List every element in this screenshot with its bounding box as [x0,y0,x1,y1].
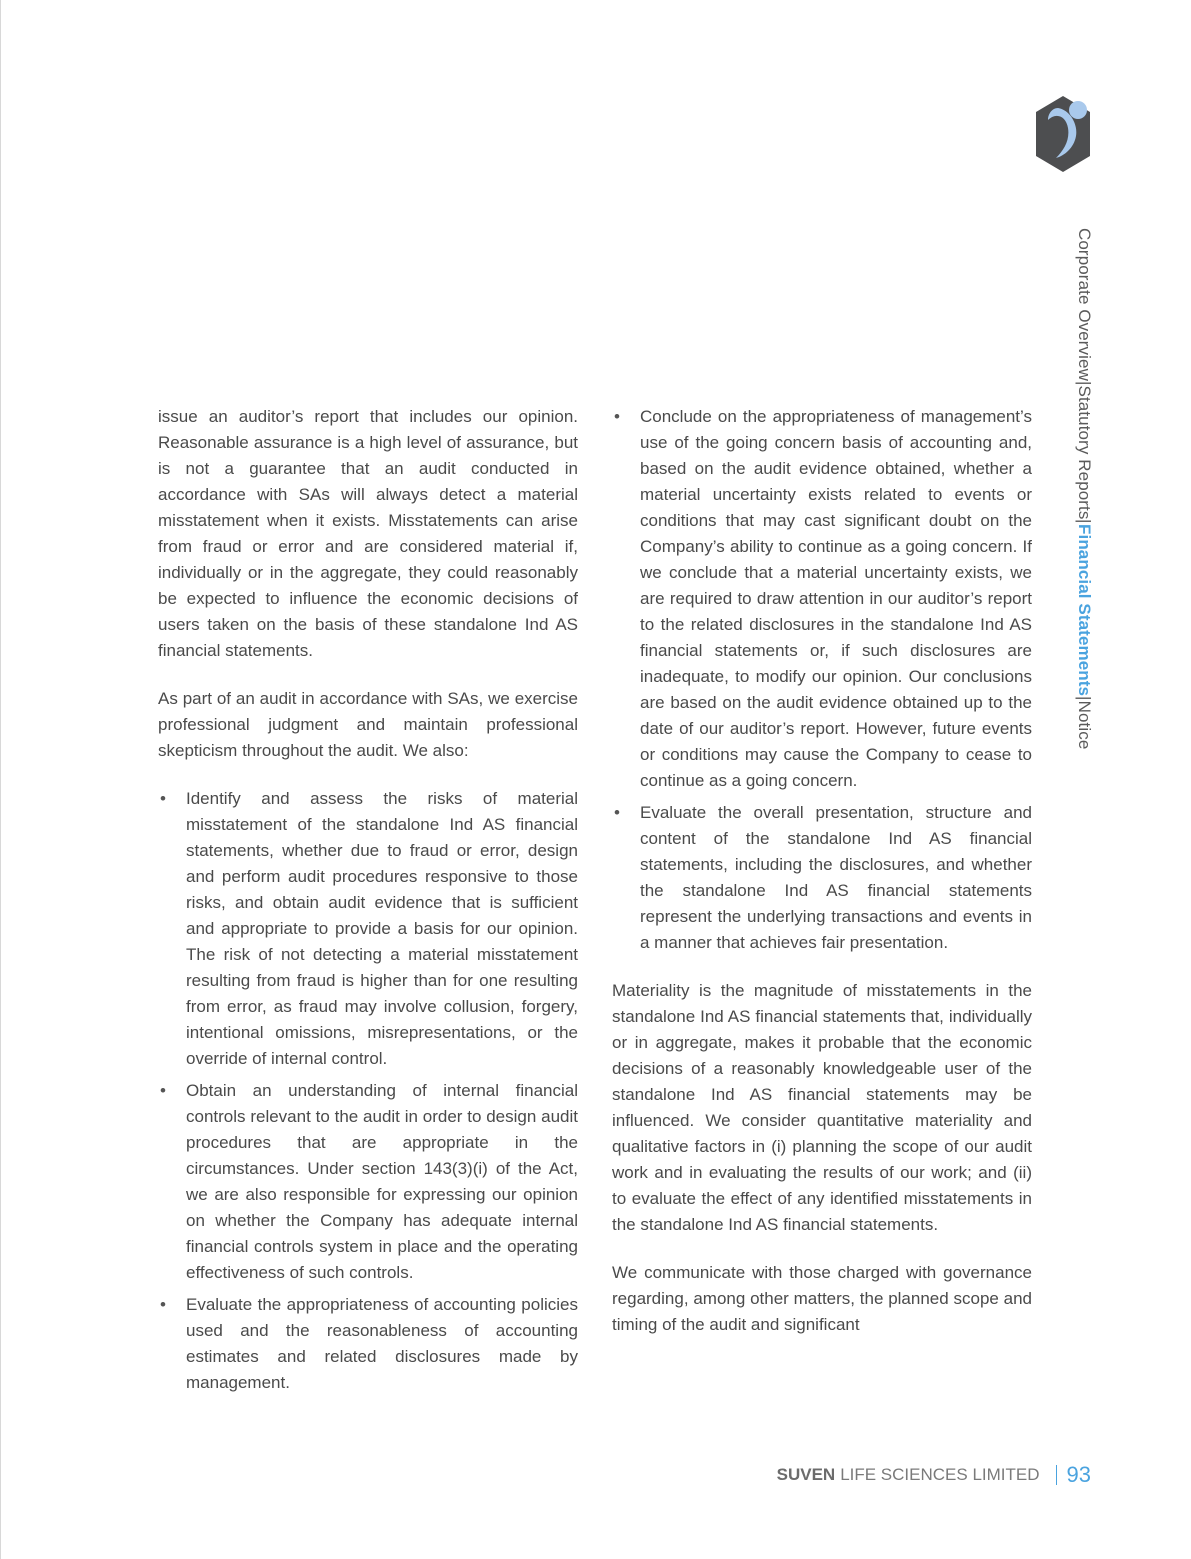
company-name-bold: SUVEN [776,1465,836,1484]
nav-separator: | [1075,696,1094,701]
bullet-list [158,786,578,1396]
bullet-icon: • [160,1081,166,1100]
paragraph: We communicate with those charged with governance regarding, among other matters, the planned scope and timing of the audit and significant [612,1263,1032,1334]
list-item [612,404,1032,794]
nav-separator: | [1075,380,1094,386]
list-item-text: Identify and assess the risks of material misstatement of the standalone Ind AS financial statements, whether due to fraud or error, design and perform audit procedures responsive to those risks, and obtain audit evidence that is sufficient and appropriate to provide a basis for our opinion. The risk of not detecting a material misstatement resulting from fraud is higher than for one resulting from error, as fraud may involve collusion, forgery, intentional omissions, misrepresentations, or the override of internal control. [186,789,578,1068]
page-footer [777,1462,1091,1488]
nav-item-corporate-overview[interactable]: Corporate Overview [1075,228,1094,381]
footer-divider [1056,1465,1057,1485]
paragraph: As part of an audit in accordance with SAs, we exercise professional judgment and maintain professional skepticism throughout the audit. We also: [158,689,578,760]
list-item [612,800,1032,956]
nav-item-notice[interactable]: Notice [1075,700,1094,750]
company-name-rest: LIFE SCIENCES LIMITED [840,1465,1040,1484]
suven-logo-icon [1034,94,1092,174]
right-column [612,404,1032,1338]
bullet-icon: • [160,1295,166,1314]
bullet-list [612,404,1032,956]
list-item [158,1292,578,1396]
bullet-icon: • [160,789,166,808]
nav-item-statutory-reports[interactable]: Statutory Reports [1075,385,1094,520]
list-item-text: Obtain an understanding of internal financial controls relevant to the audit in order to design audit procedures that are appropriate in the circumstances. Under section 143(3)(i) of the Act, we are also responsible for expressing our opinion on whether the Company has adequate internal financial controls system in place and the operating effectiveness of such controls. [186,1081,578,1282]
list-item [158,1078,578,1286]
left-column [158,404,578,1402]
paragraph: Materiality is the magnitude of misstatements in the standalone Ind AS financial statements that, individually or in aggregate, makes it probable that the economic decisions of a reasonably knowledgeable user of the standalone Ind AS financial statements may be influenced. We consider quantitative materiality and qualitative factors in (i) planning the scope of our audit work and in evaluating the results of our work; and (ii) to evaluate the effect of any identified misstatements in the standalone Ind AS financial statements. [612,981,1032,1234]
list-item-text: Evaluate the appropriateness of accounting policies used and the reasonableness of accounting estimates and related disclosures made by management. [186,1295,578,1392]
list-item-text: Conclude on the appropriateness of management’s use of the going concern basis of accounting and, based on the audit evidence obtained, whether a material uncertainty exists related to events or conditions that may cast significant doubt on the Company’s ability to continue as a going concern. If we conclude that a material uncertainty exists, we are required to draw attention in our auditor’s report to the related disclosures in the standalone Ind AS financial statements or, if such disclosures are inadequate, to modify our opinion. Our conclusions are based on the audit evidence obtained up to the date of our auditor’s report. However, future events or conditions may cause the Company to cease to continue as a going concern. [640,407,1032,790]
page-number: 93 [1066,1462,1091,1487]
section-nav [1072,228,1096,749]
page-edge [0,0,1,1559]
bullet-icon: • [614,803,620,822]
list-item-text: Evaluate the overall presentation, structure and content of the standalone Ind AS financial statements, including the disclosures, and whether the standalone Ind AS financial statements represent the underlying transactions and events in a manner that achieves fair presentation. [640,803,1032,952]
nav-separator: | [1075,519,1094,525]
list-item [158,786,578,1072]
nav-item-financial-statements[interactable]: Financial Statements [1075,524,1094,697]
bullet-icon: • [614,407,620,426]
paragraph: issue an auditor’s report that includes our opinion. Reasonable assurance is a high level of assurance, but is not a guarantee that an audit conducted in accordance with SAs will always detect a material misstatement when it exists. Misstatements can arise from fraud or error and are considered material if, individually or in the aggregate, they could reasonably be expected to influence the economic decisions of users taken on the basis of these standalone Ind AS financial statements. [158,407,578,660]
